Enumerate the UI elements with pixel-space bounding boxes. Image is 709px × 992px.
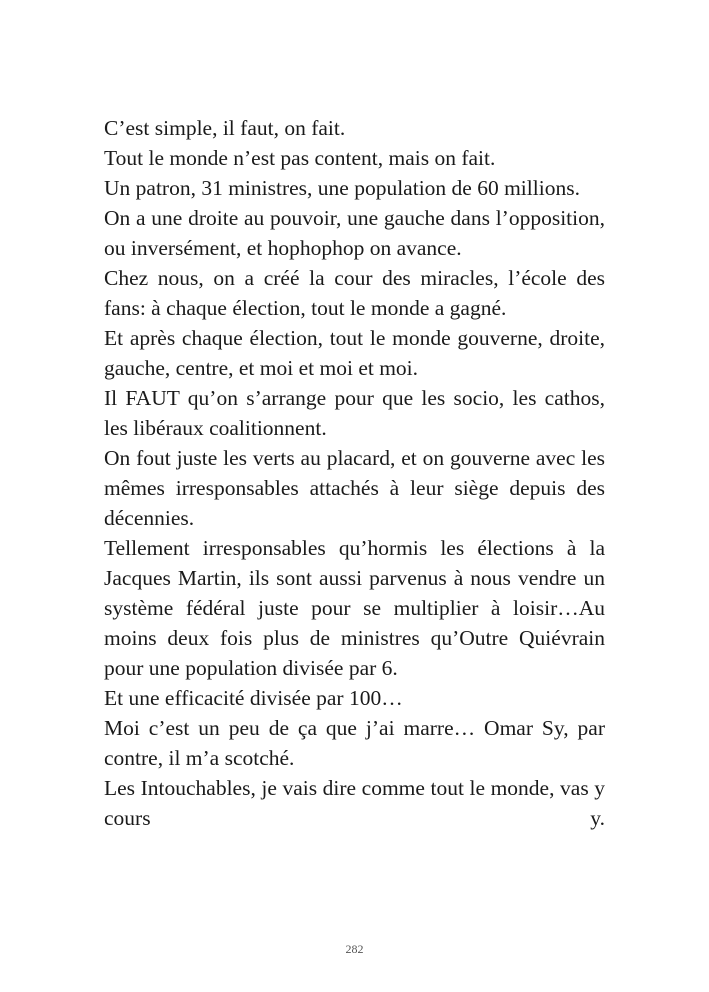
paragraph: Tout le monde n’est pas content, mais on fait. (104, 146, 496, 170)
paragraph: Moi c’est un peu de ça que j’ai marre… Omar Sy, par contre, il m’a scotché. (104, 716, 605, 770)
paragraph: C’est simple, il faut, on fait. (104, 116, 346, 140)
paragraph: Il FAUT qu’on s’arrange pour que les socio, les cathos, les libéraux coalitionnent. (104, 386, 605, 440)
paragraph: On fout juste les verts au placard, et on gouverne avec les mêmes irresponsables attachés à leur siège depuis des décennies. (104, 446, 605, 530)
paragraph: Tellement irresponsables qu’hormis les élections à la Jacques Martin, ils sont aussi parvenus à nous vendre un système fédéral juste pour se multiplier à loisir…Au moins deux fois plus de ministres qu’Outre Quiévrain pour une population divisée par 6. (104, 536, 605, 680)
paragraph: Et après chaque élection, tout le monde gouverne, droite, gauche, centre, et moi et moi et moi. (104, 326, 605, 380)
paragraph: On a une droite au pouvoir, une gauche dans l’opposition, ou inversément, et hophophop on avance. (104, 206, 605, 260)
page-number: 282 (345, 942, 364, 956)
paragraph: Et une efficacité divisée par 100… (104, 686, 403, 710)
body-text (104, 113, 605, 833)
paragraph: Chez nous, on a créé la cour des miracles, l’école des fans: à chaque élection, tout le monde a gagné. (104, 266, 605, 320)
paragraph: Les Intouchables, je vais dire comme tout le monde, vas y cours y. (104, 776, 605, 830)
paragraph: Un patron, 31 ministres, une population de 60 millions. (104, 176, 580, 200)
